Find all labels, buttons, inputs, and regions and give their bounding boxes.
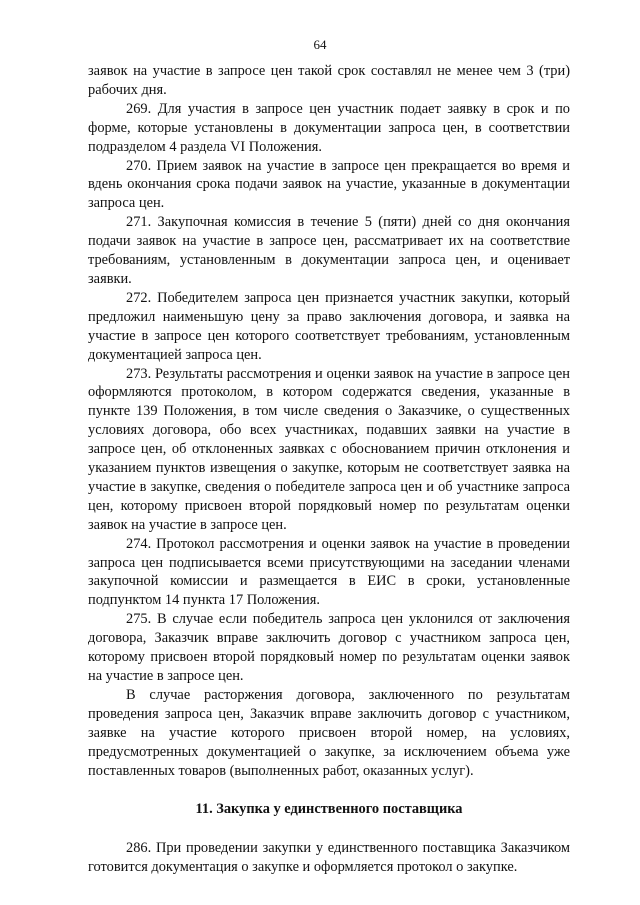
paragraph-286: 286. При проведении закупки у единственного поставщика Заказчиком готовится документация о закупке и оформляется протокол о закупке. [88,840,570,876]
paragraph-274: 274. Протокол рассмотрения и оценки заявок на участие в проведении запроса цен подписывается всеми присутствующими на заседании членами закупочной комиссии и размещается в ЕИС в сроки, установленные подпунктом 14 пункта 17 Положения. [88,535,570,609]
paragraph-269: 269. Для участия в запросе цен участник подает заявку в срок и по форме, которые установлены в документации запроса цен, в соответствии подразделом 4 раздела VI Положения. [88,100,570,155]
section-heading: 11. Закупка у единственного поставщика [195,801,463,818]
paragraph-275-continuation: В случае расторжения договора, заключенного по результатам проведения запроса цен, Заказчик вправе заключить договор с участником, заявке на участие которого присвоен второй номер, на условиях, предусмотренных документацией о закупке, за исключением объема уже поставленных товаров (выполненных работ, оказанных услуг). [88,686,570,779]
paragraph-270: 270. Прием заявок на участие в запросе цен прекращается во время и вдень окончания срока подачи заявок на участие, указанные в документации запроса цен. [88,157,570,212]
paragraph-continuation: заявок на участие в запросе цен такой срок составлял не менее чем 3 (три) рабочих дня. [88,63,570,98]
paragraph-272: 272. Победителем запроса цен признается участник закупки, который предложил наименьшую цену за право заключения договора, и заявка на участие в запросе цен которого соответствует требованиям, установленным документацией запроса цен. [88,289,570,363]
paragraph-275: 275. В случае если победитель запроса цен уклонился от заключения договора, Заказчик вправе заключить договор с участником запроса цен, которому присвоен второй порядковый номер по результатам оценки заявок на участие в запросе цен. [88,611,570,684]
paragraph-273: 273. Результаты рассмотрения и оценки заявок на участие в запросе цен оформляются протоколом, в котором содержатся сведения, указанные в пункте 139 Положения, в том числе сведения о Заказчике, о существенных условиях договора, обо всех участниках, подавших заявки на участие в запросе цен, об отклоненных заявках с обоснованием причин отклонения и указанием пунктов извещения о закупке, которым не соответствует заявка на участие в закупке, сведения о победителе запроса цен и об участнике запроса цен, которому присвоен второй порядковый номер по результатам оценки заявок на участие в запросе цен. [88,365,570,533]
document-body [88,62,570,877]
page-number: 64 [313,37,327,52]
paragraph-271: 271. Закупочная комиссия в течение 5 (пяти) дней со дня окончания подачи заявок на участие в запросе цен, рассматривает их на соответствие требованиям, установленным в документации запроса цен, и оценивает заявки. [88,214,570,287]
